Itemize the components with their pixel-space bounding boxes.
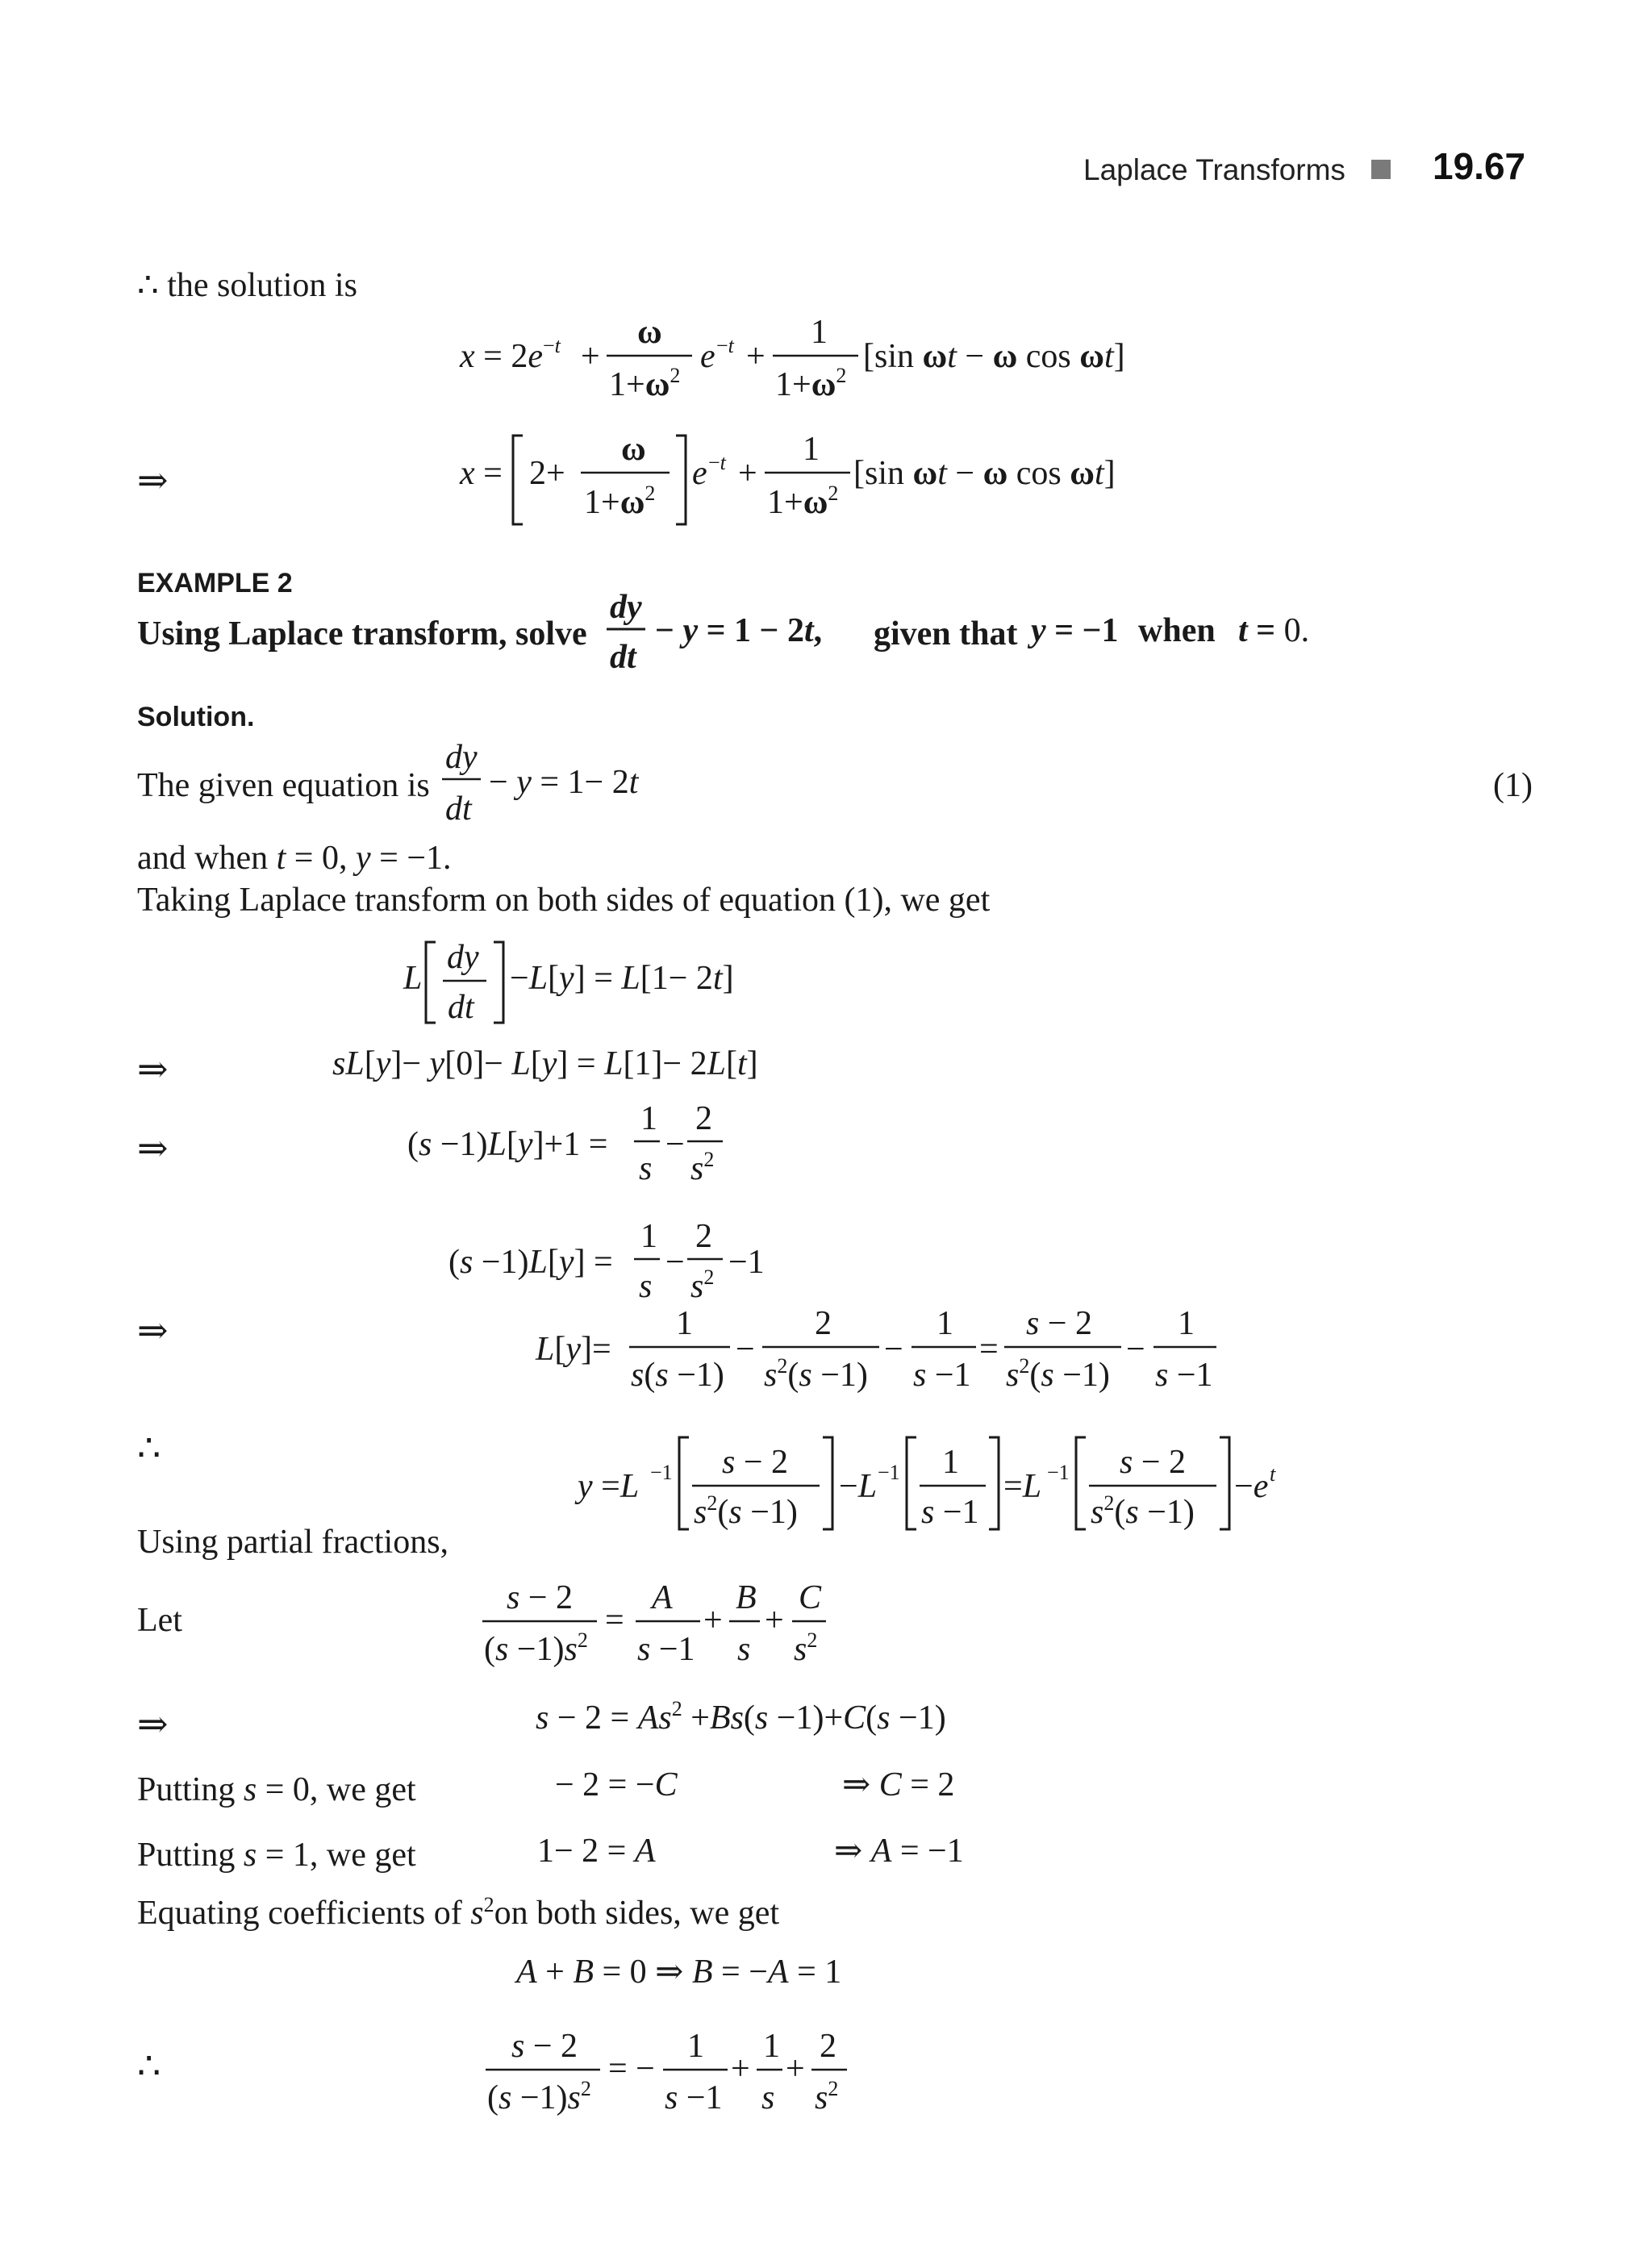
svg-text:+: +	[731, 2050, 750, 2087]
svg-text:s −1: s −1	[665, 2079, 723, 2116]
svg-text:y = −1: y = −1	[1031, 612, 1119, 649]
svg-text:A: A	[652, 1579, 673, 1616]
svg-text:−t: −t	[708, 451, 726, 474]
equation-number: (1)	[1493, 767, 1533, 804]
equating-coefficients-line: Equating coefficients of $s^2on$ both sides, we get	[137, 1893, 780, 1932]
svg-text:s −1: s −1	[913, 1357, 971, 1394]
svg-text:(s −1)L[y]+1 =: (s −1)L[y]+1 =	[407, 1126, 608, 1163]
svg-text:1+ω2: $1+\omega^2$	[584, 482, 656, 521]
svg-text:=: =	[605, 1602, 624, 1639]
svg-text:1+ω2: $1+\omega^2$	[767, 482, 839, 521]
svg-text:s(s −1): s(s −1)	[631, 1357, 724, 1394]
svg-text:ω: ω	[637, 314, 662, 351]
svg-text:s2: $s^2$	[815, 2077, 839, 2116]
taking-laplace-text: Taking Laplace transform on both sides of equation (1), we get	[137, 882, 991, 919]
svg-text:L[y]=: L[y]=	[536, 1331, 611, 1368]
equation-transform-step2	[407, 1100, 723, 1187]
svg-text:+: +	[581, 338, 600, 375]
partial-fractions-text: Using partial fractions,	[137, 1524, 449, 1561]
svg-text:+: +	[738, 455, 757, 492]
svg-text:B: B	[736, 1579, 757, 1616]
svg-text:y =L: y =L	[578, 1468, 640, 1505]
svg-text:−1: −1	[878, 1461, 900, 1484]
svg-text:+: +	[746, 338, 766, 375]
svg-text:= −: = −	[608, 2050, 655, 2087]
implies-symbol-2: ⇒	[137, 1049, 169, 1090]
svg-text:2+: 2+	[529, 455, 565, 492]
svg-text:1: 1	[803, 431, 820, 468]
svg-text:1+ω2: $1+\omega^2$	[775, 364, 847, 403]
svg-text:s: s	[639, 1268, 653, 1305]
given-equation-text: The given equation is	[137, 767, 430, 804]
svg-text:−e: −e	[1234, 1468, 1269, 1505]
svg-text:2: 2	[695, 1100, 712, 1137]
result-C: ⇒ C = 2	[842, 1766, 955, 1804]
svg-text:e: e	[692, 455, 707, 492]
svg-text:+: +	[786, 2050, 805, 2087]
svg-text:1: 1	[640, 1100, 657, 1137]
example-statement-lead: Using Laplace transform, solve	[137, 615, 587, 653]
svg-text:s2(s −1): $s^2(s -1)$	[1091, 1491, 1195, 1531]
svg-text:1+ω2: $1+\omega^2$	[609, 364, 681, 403]
example-label: EXAMPLE 2	[137, 568, 293, 598]
svg-text:L: L	[403, 960, 423, 997]
svg-text:−: −	[884, 1331, 903, 1368]
therefore-solution-text: the solution is	[167, 267, 357, 304]
svg-text:+: +	[765, 1602, 784, 1639]
given-equation	[442, 739, 640, 828]
equation-solution-x	[459, 314, 1125, 403]
equation-transform-step1: sL[y]− y[0]− L[y] = L[1]− 2L[t]	[332, 1045, 758, 1082]
svg-text:s: s	[737, 1631, 751, 1668]
svg-text:=L: =L	[1003, 1468, 1042, 1505]
example-given: given that	[874, 615, 1018, 653]
svg-text:−L[y] = L[1− 2t]: −L[y] = L[1− 2t]	[510, 960, 734, 997]
implies-symbol-3: ⇒	[137, 1128, 169, 1169]
svg-text:2: 2	[820, 2028, 836, 2065]
svg-text:dy: dy	[610, 589, 642, 626]
equation-transform-step3	[448, 1218, 765, 1305]
equation-laplace-both-sides	[403, 939, 734, 1026]
svg-text:−1: −1	[650, 1461, 673, 1484]
svg-text:−: −	[665, 1244, 685, 1281]
svg-text:−: −	[1126, 1331, 1145, 1368]
svg-text:−1: −1	[728, 1244, 765, 1281]
svg-text:x =: x =	[460, 455, 503, 492]
implies-symbol-5: ⇒	[137, 1703, 169, 1745]
solution-label: Solution.	[137, 702, 255, 732]
svg-text:1: 1	[942, 1444, 959, 1481]
svg-text:[sin ωt − ω cos ωt]: [sin ωt − ω cos ωt]	[853, 455, 1116, 492]
svg-text:−L: −L	[839, 1468, 878, 1505]
svg-text:s −1: s −1	[1155, 1357, 1213, 1394]
svg-text:dy: dy	[445, 739, 478, 776]
svg-text:C: C	[799, 1579, 822, 1616]
svg-text:1: 1	[687, 2028, 704, 2065]
svg-text:s − 2: s − 2	[722, 1444, 789, 1481]
svg-text:s2: $s^2$	[690, 1148, 715, 1187]
therefore-symbol-3: ∴	[137, 2045, 161, 2087]
svg-text:s2: $s^2$	[794, 1628, 818, 1668]
equation-Ly-expression	[535, 1305, 1216, 1394]
and-when-line: and when t = 0, y = −1.	[137, 840, 452, 877]
therefore-symbol-2: ∴	[137, 1428, 161, 1469]
svg-text:s − 2: s − 2	[1120, 1444, 1187, 1481]
svg-text:+: +	[703, 1602, 723, 1639]
svg-text:s2: $s^2$	[690, 1266, 715, 1305]
svg-text:dt: dt	[448, 989, 474, 1026]
implies-symbol-4: ⇒	[137, 1310, 169, 1351]
svg-text:−: −	[736, 1331, 755, 1368]
svg-text:dy: dy	[447, 939, 479, 976]
svg-text:(s −1)s2: $(s -1)s^2$	[487, 2077, 591, 2116]
svg-text:s − 2: s − 2	[507, 1579, 574, 1616]
putting-s1-line: Putting s = 1, we get	[137, 1837, 416, 1874]
svg-text:s: s	[761, 2079, 775, 2116]
putting-s0-line: Putting s = 0, we get	[137, 1771, 416, 1808]
page-number: 19.67	[1433, 145, 1526, 187]
svg-text:s2(s −1): $s^2(s -1)$	[764, 1354, 868, 1394]
svg-text:1: 1	[1178, 1305, 1195, 1342]
running-header-title: Laplace Transforms	[1083, 153, 1345, 186]
equation-partial-fraction-expanded: $s - 2 = As^2 +Bs(s -1)+C(s -1)$	[536, 1697, 946, 1737]
equation-s1: 1− 2 = A	[537, 1833, 656, 1870]
equation-inverse-laplace	[574, 1437, 1276, 1531]
example-when-word: when	[1138, 612, 1216, 649]
svg-text:dt: dt	[610, 639, 636, 676]
and-when-text: and when	[137, 840, 269, 877]
svg-text:s − 2: s − 2	[1026, 1305, 1093, 1342]
svg-text:1: 1	[811, 314, 828, 351]
svg-text:1: 1	[763, 2028, 780, 2065]
svg-text:s2(s −1): $s^2(s -1)$	[694, 1491, 798, 1531]
svg-text:(s −1)s2: $(s -1)s^2$	[484, 1628, 588, 1668]
svg-text:− y = 1 − 2t,: − y = 1 − 2t,	[655, 612, 823, 649]
let-text: Let	[137, 1602, 182, 1639]
svg-text:− y = 1− 2t: − y = 1− 2t	[489, 764, 639, 801]
svg-text:1: 1	[937, 1305, 953, 1342]
result-A: ⇒ A = −1	[834, 1833, 964, 1870]
svg-text:s: s	[639, 1150, 653, 1187]
svg-text:(s −1)L[y] =: (s −1)L[y] =	[448, 1244, 613, 1281]
svg-text:s −1: s −1	[637, 1631, 695, 1668]
svg-text:s −1: s −1	[921, 1494, 979, 1531]
svg-text:1: 1	[676, 1305, 693, 1342]
svg-text:t: t	[1270, 1462, 1276, 1486]
svg-text:x = 2e−t: $x = 2e^{-t}$	[460, 334, 561, 375]
svg-text:−t: −t	[716, 334, 734, 357]
implies-symbol-1: ⇒	[137, 460, 169, 501]
svg-text:t = 0.: t = 0.	[1238, 612, 1310, 649]
svg-text:−: −	[665, 1126, 685, 1163]
equation-A-plus-B: A + B = 0 ⇒ B = −A = 1	[516, 1954, 842, 1991]
equation-partial-fraction-result	[486, 2028, 847, 2116]
svg-text:2: 2	[815, 1305, 832, 1342]
svg-text:[sin ωt − ω cos ωt]: [sin ωt − ω cos ωt]	[863, 338, 1125, 375]
svg-text:−1: −1	[1047, 1461, 1070, 1484]
svg-text:=: =	[979, 1331, 999, 1368]
equation-solution-x-simplified	[459, 431, 1116, 524]
svg-text:2: 2	[695, 1218, 712, 1255]
svg-text:ω: ω	[621, 431, 646, 468]
svg-text:1: 1	[640, 1218, 657, 1255]
svg-text:s2(s −1): $s^2(s -1)$	[1006, 1354, 1110, 1394]
therefore-symbol: ∴	[137, 267, 159, 304]
svg-text:e: e	[700, 338, 715, 375]
svg-text:s − 2: s − 2	[511, 2028, 578, 2065]
equation-s0: − 2 = −C	[555, 1766, 678, 1804]
equation-partial-fraction-setup	[482, 1579, 826, 1668]
svg-text:dt: dt	[445, 790, 472, 828]
